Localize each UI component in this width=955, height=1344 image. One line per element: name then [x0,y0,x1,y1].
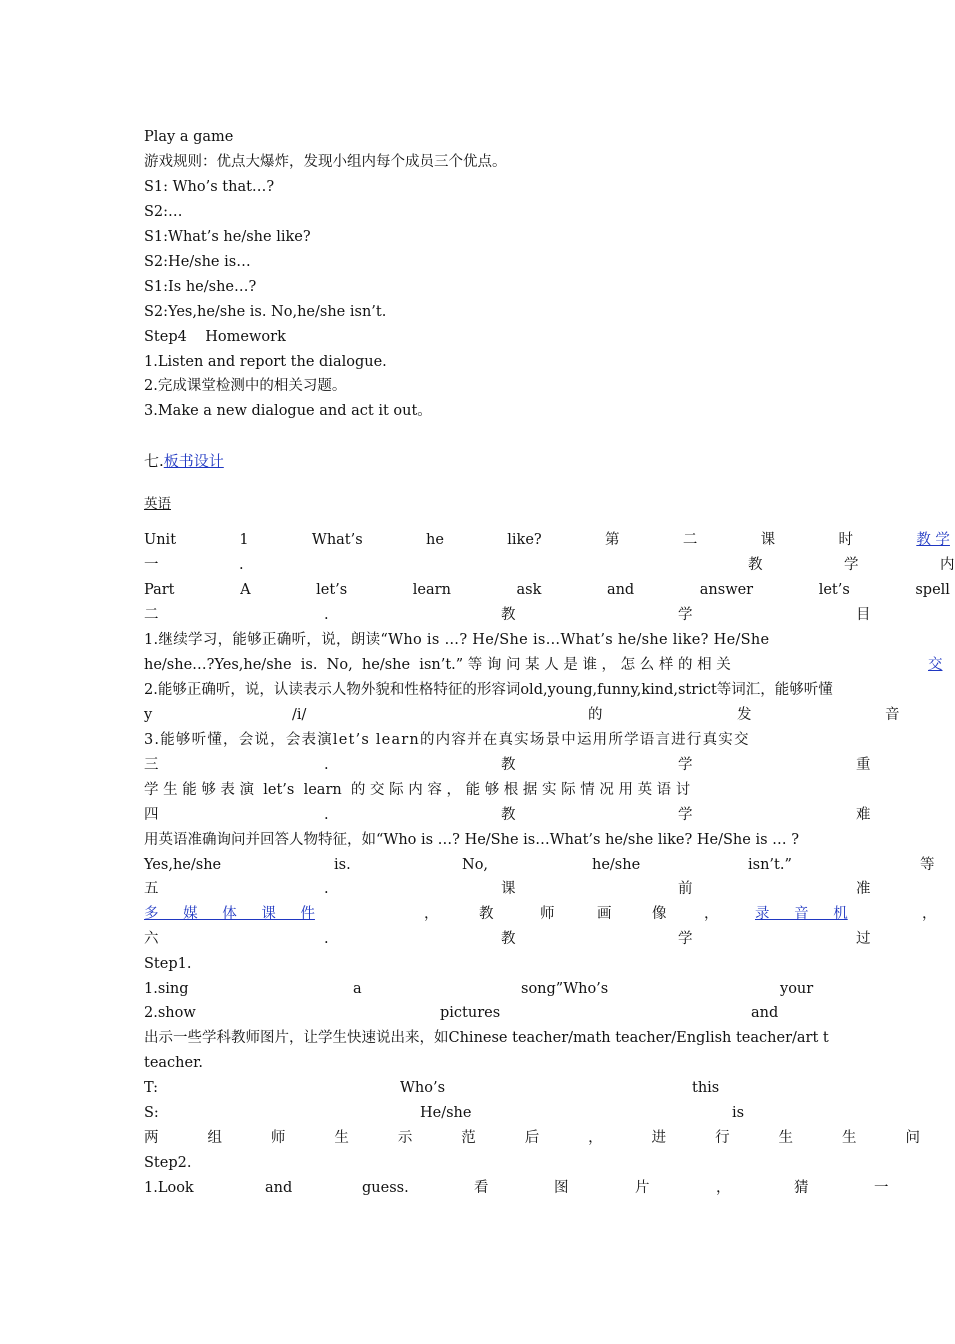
text-cell: Yes,he/she [144,857,222,873]
text-line: Step2. [144,1155,192,1171]
text-line [144,904,950,924]
text-cell: and [751,1005,779,1021]
text-cell: 前 [678,881,693,897]
text-cell: your [780,981,814,997]
text-cell: . [324,757,329,773]
subject-link[interactable]: 英语 [144,496,171,512]
text-line: 1.Listen and report the dialogue. [144,354,387,370]
text-cell: ， [424,906,439,922]
text-line: 出示一些学科教师图片，让学生快速说出来，如Chinese teacher/math teacher/English teacher/art t [144,1030,829,1046]
text-cell: ， [588,1130,603,1146]
text-line [144,655,950,675]
text-line: 1.继续学习，能够正确听，说，朗读“Who is …? He/She is…What’s he/she like? He/She [144,632,770,648]
text-cell: 时 [838,532,853,548]
text-cell: 两 [144,1130,159,1146]
subject-line [144,494,950,514]
text-cell: let’s [818,582,850,598]
text-cell: he [426,532,444,548]
text-cell: ， [704,906,719,922]
text-cell: 后 [524,1130,540,1146]
text-cell: 课 [501,881,516,897]
text-cell: this [692,1080,720,1096]
text-cell: . [324,807,329,823]
text-line [144,555,955,575]
text-line [144,1078,950,1098]
text-cell: 教 [501,807,516,823]
text-cell: . [324,931,329,947]
text-cell: 课 [760,532,776,548]
text-line [144,805,950,825]
text-line [144,580,950,600]
text-cell: and [606,582,635,598]
text-line [144,979,950,999]
text-cell: 1.Look [144,1180,194,1196]
multimedia-courseware-link[interactable]: 多 媒 体 课 件 [144,906,315,922]
text-cell: 师 [540,906,555,922]
text-cell: 教 [748,557,763,573]
teaching-link[interactable]: 教 学 [916,532,950,548]
text-cell: S: [144,1105,159,1121]
text-line: Step4 Homework [144,329,286,345]
text-cell: 教 [501,931,516,947]
text-cell: 等 [920,857,935,873]
text-cell: guess. [362,1180,409,1196]
text-line: Play a game [144,129,234,145]
text-line: S2:He/she is… [144,254,251,270]
text-cell: 教 [479,906,494,922]
text-cell: 1 [239,532,249,548]
recorder-link[interactable]: 录 音 机 [755,906,848,922]
text-cell: 教 [501,607,516,623]
text-cell: 一 [144,557,159,573]
text-line [144,929,950,949]
text-line [144,705,950,725]
text-cell: 猜 [794,1180,809,1196]
text-cell: 学 [678,931,693,947]
text-cell: 生 [334,1130,349,1146]
text-cell: 画 [597,906,612,922]
text-line: 游戏规则：优点大爆炸，发现小组内每个成员三个优点。 [144,154,507,170]
text-cell: 行 [715,1130,730,1146]
text-cell: He/she [420,1105,472,1121]
text-cell: a [353,981,362,997]
text-line: S1:Is he/she…? [144,279,257,295]
text-cell: and [265,1180,293,1196]
text-cell: 学 [844,557,859,573]
text-line [144,605,950,625]
text-line: S1:What’s he/she like? [144,229,311,245]
text-cell: pictures [440,1005,501,1021]
text-cell: 一 [874,1180,889,1196]
text-cell: 教 [501,757,516,773]
text-cell: 组 [207,1130,222,1146]
text-cell: Part [144,582,175,598]
text-line: 学 生 能 够 表 演 let’s learn 的 交 际 内 容 ， 能 够 根 据 实 际 情 况 用 英 语 讨 [144,782,691,798]
text-cell: 看 [474,1180,489,1196]
text-line [144,1103,950,1123]
text-cell: he/she [592,857,641,873]
text-line [144,530,950,550]
text-cell: 示 [397,1130,413,1146]
text-cell: 进 [651,1130,667,1146]
text-cell: Unit [144,532,177,548]
text-cell: . [324,881,329,897]
text-cell: 1.sing [144,981,189,997]
text-cell: 二 [682,532,698,548]
text-cell: 三 [144,757,159,773]
text-cell: /i/ [292,707,307,723]
text-cell: 发 [737,707,752,723]
text-cell: y [144,707,153,723]
text-cell: 生 [841,1130,857,1146]
text-cell: No, [462,857,489,873]
text-line: 3.能够听懂，会说，会表演let’s learn的内容并在真实场景中运用所学语言进行真实交 [144,732,750,748]
text-cell: 目 [856,607,871,623]
text-line: 2.能够正确听，说，认读表示人物外貌和性格特征的形容词old,young,funny,kind,strict等词汇，能够听懂 [144,682,833,698]
text-cell: 问 [905,1130,920,1146]
text-cell: ， [922,906,937,922]
text-cell: learn [412,582,451,598]
text-line [144,855,950,875]
text-cell: . [324,607,329,623]
text-cell: 六 [144,931,159,947]
text-cell: 难 [856,807,871,823]
text-cell: 片 [635,1180,650,1196]
text-cell: Who’s [400,1080,446,1096]
text-cell: 学 [678,807,693,823]
text-cell: ask [516,582,542,598]
text-cell: is [732,1105,745,1121]
text-cell: 内 [940,557,955,573]
text-cell: 四 [144,807,159,823]
text-cell: answer [699,582,754,598]
text-line [144,1128,920,1148]
text-cell: 第 [605,532,620,548]
text-cell: song”Who’s [521,981,609,997]
text-cell: 五 [144,881,159,897]
board-design-link[interactable]: 板书设计 [163,452,224,470]
text-line [144,879,950,899]
text-line: 2.完成课堂检测中的相关习题。 [144,378,347,394]
text-cell: let’s [316,582,348,598]
text-cell: 准 [856,881,871,897]
text-cell: 学 [678,757,693,773]
text-cell: 过 [856,931,871,947]
text-cell: . [239,557,244,573]
text-line: S1: Who’s that…? [144,179,275,195]
text-cell: ， [716,1180,731,1196]
text-cell: 图 [554,1180,569,1196]
text-line [144,755,950,775]
text-cell: 的 [588,707,603,723]
text-cell: 重 [856,757,871,773]
text-line [144,1003,950,1023]
text-line: Step1. [144,956,192,972]
text-cell: like? [507,532,542,548]
text-cell: 音 [885,707,900,723]
text-line [144,1178,950,1198]
section-heading [144,451,950,471]
text-cell: A [240,582,251,598]
text-cell: spell [915,582,950,598]
text-line: teacher. [144,1055,204,1071]
text-cell: 学 [678,607,693,623]
text-cell: is. [334,857,351,873]
text-line: 3.Make a new dialogue and act it out。 [144,403,432,419]
text-cell: 范 [461,1130,476,1146]
text-line: S2:… [144,204,183,220]
text-cell: 师 [270,1130,286,1146]
text-line: S2:Yes,he/she is. No,he/she isn’t. [144,304,387,320]
text-cell: 二 [144,607,159,623]
text-cell: isn’t.” [748,857,792,873]
text-line: 用英语准确询问并回答人物特征，如“Who is …? He/She is…What’s he/she like? He/She is … ? [144,832,800,848]
section-number: 七. [144,452,164,470]
text-cell: T: [144,1080,159,1096]
text-cell: he/she…?Yes,he/she is. No, he/she isn’t.” 等 询 问 某 人 是 谁 ， 怎 么 样 的 相 关 [144,657,731,673]
text-cell: What’s [311,532,363,548]
text-cell: 2.show [144,1005,196,1021]
text-cell: 生 [778,1130,794,1146]
text-cell: 像 [652,906,667,922]
communication-link[interactable]: 交 [928,657,943,673]
